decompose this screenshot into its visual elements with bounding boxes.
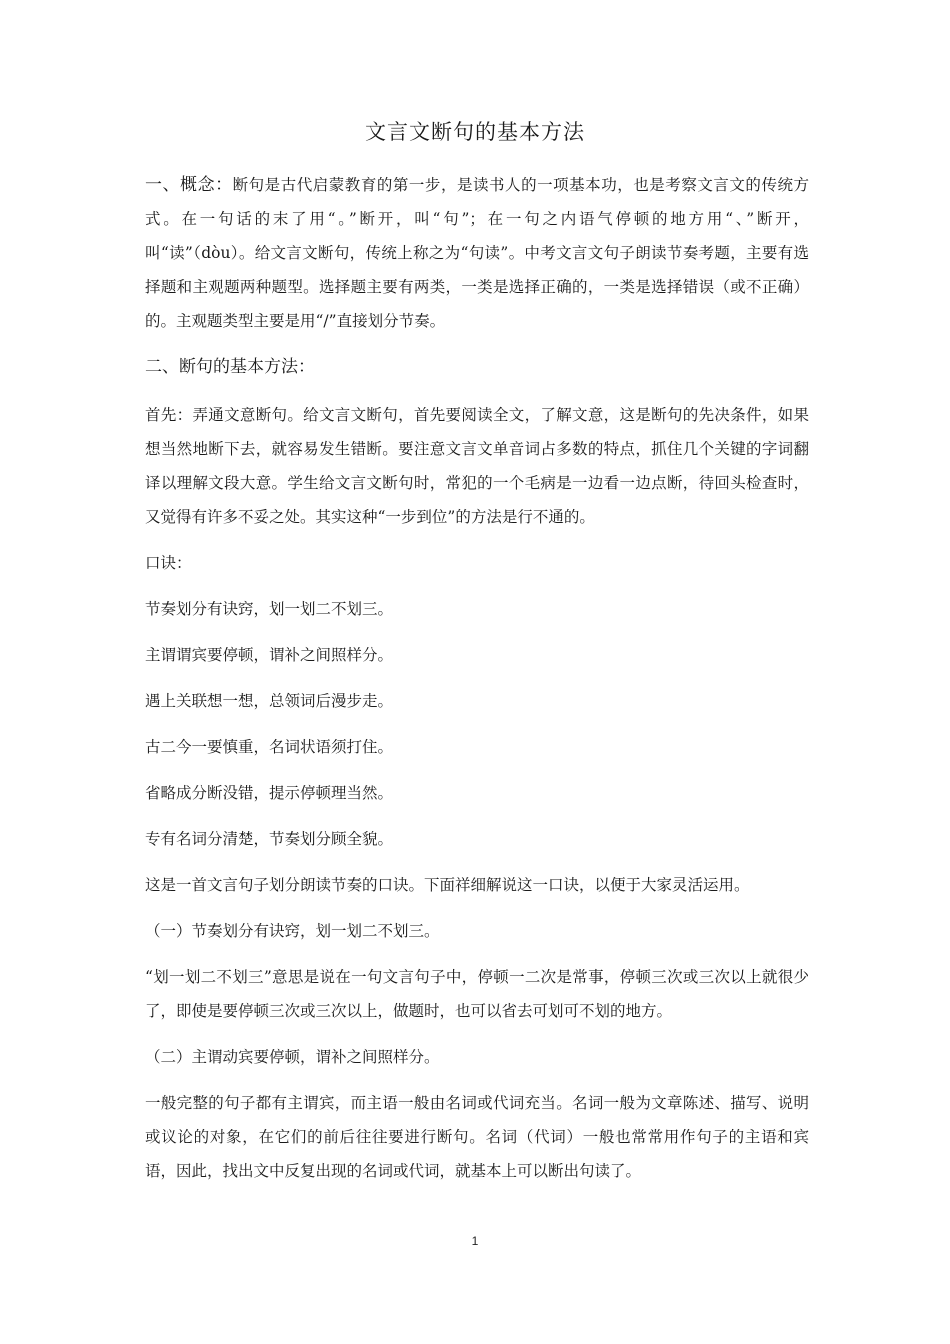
mnemonic-line: 古二今一要慎重，名词状语须打住。 (145, 738, 394, 756)
concept-text: 断句是古代启蒙教育的第一步，是读书人的一项基本功，也是考察文言文的传统方式。在一句话的末了用“。”断开，叫“句”；在一句之内语气停顿的地方用“、”断开，叫“读”（dòu）。给文言文断句，传统上称之为“句读”。中考文言文句子朗读节奏考题，主要有选择题和主观题两种题型。选择题主要有两类，一类是选择正确的，一类是选择错误（或不正确）的。主观题类型主要是用“/”直接划分节奏。 (145, 176, 809, 330)
point1-heading: （一）节奏划分有诀窍，划一划二不划三。 (145, 922, 440, 940)
mnemonic-label: 口诀： (145, 554, 192, 572)
document-title: 文言文断句的基本方法 (365, 120, 585, 144)
concept-heading: 一、概念： (145, 175, 233, 195)
mnemonic-line: 省略成分断没错，提示停顿理当然。 (145, 784, 394, 802)
mnemonic-line: 节奏划分有诀窍，划一划二不划三。 (145, 600, 394, 618)
point1-text: “划一划二不划三”意思是说在一句文言句子中，停顿一二次是常事，停顿三次或三次以上就很少了，即使是要停顿三次或三次以上，做题时，也可以省去可划可不划的地方。 (145, 968, 809, 1020)
point2-heading: （二）主谓动宾要停顿，谓补之间照样分。 (145, 1048, 440, 1066)
document-body (145, 168, 809, 1200)
mnemonic-line: 主谓谓宾要停顿，谓补之间照样分。 (145, 646, 394, 664)
intro-paragraph: 这是一首文言句子划分朗读节奏的口诀。下面祥细解说这一口诀，以便于大家灵活运用。 (145, 876, 750, 894)
mnemonic-line: 专有名词分清楚，节奏划分顾全貌。 (145, 830, 394, 848)
mnemonic-line: 遇上关联想一想，总领词后漫步走。 (145, 692, 394, 710)
point2-text: 一般完整的句子都有主谓宾，而主语一般由名词或代词充当。名词一般为文章陈述、描写、说明或议论的对象，在它们的前后往往要进行断句。名词（代词）一般也常常用作句子的主语和宾语，因此，找出文中反复出现的名词或代词，就基本上可以断出句读了。 (145, 1094, 809, 1180)
concept-paragraph (145, 168, 809, 338)
method-heading: 二、断句的基本方法： (145, 357, 315, 377)
first-paragraph: 首先：弄通文意断句。给文言文断句，首先要阅读全文，了解文意，这是断句的先决条件，如果想当然地断下去，就容易发生错断。要注意文言文单音词占多数的特点，抓住几个关键的字词翻译以理解文段大意。学生给文言文断句时，常犯的一个毛病是一边看一边点断，待回头检查时，又觉得有许多不妥之处。其实这种“一步到位”的方法是行不通的。 (145, 406, 809, 526)
page-number: 1 (471, 1234, 479, 1248)
